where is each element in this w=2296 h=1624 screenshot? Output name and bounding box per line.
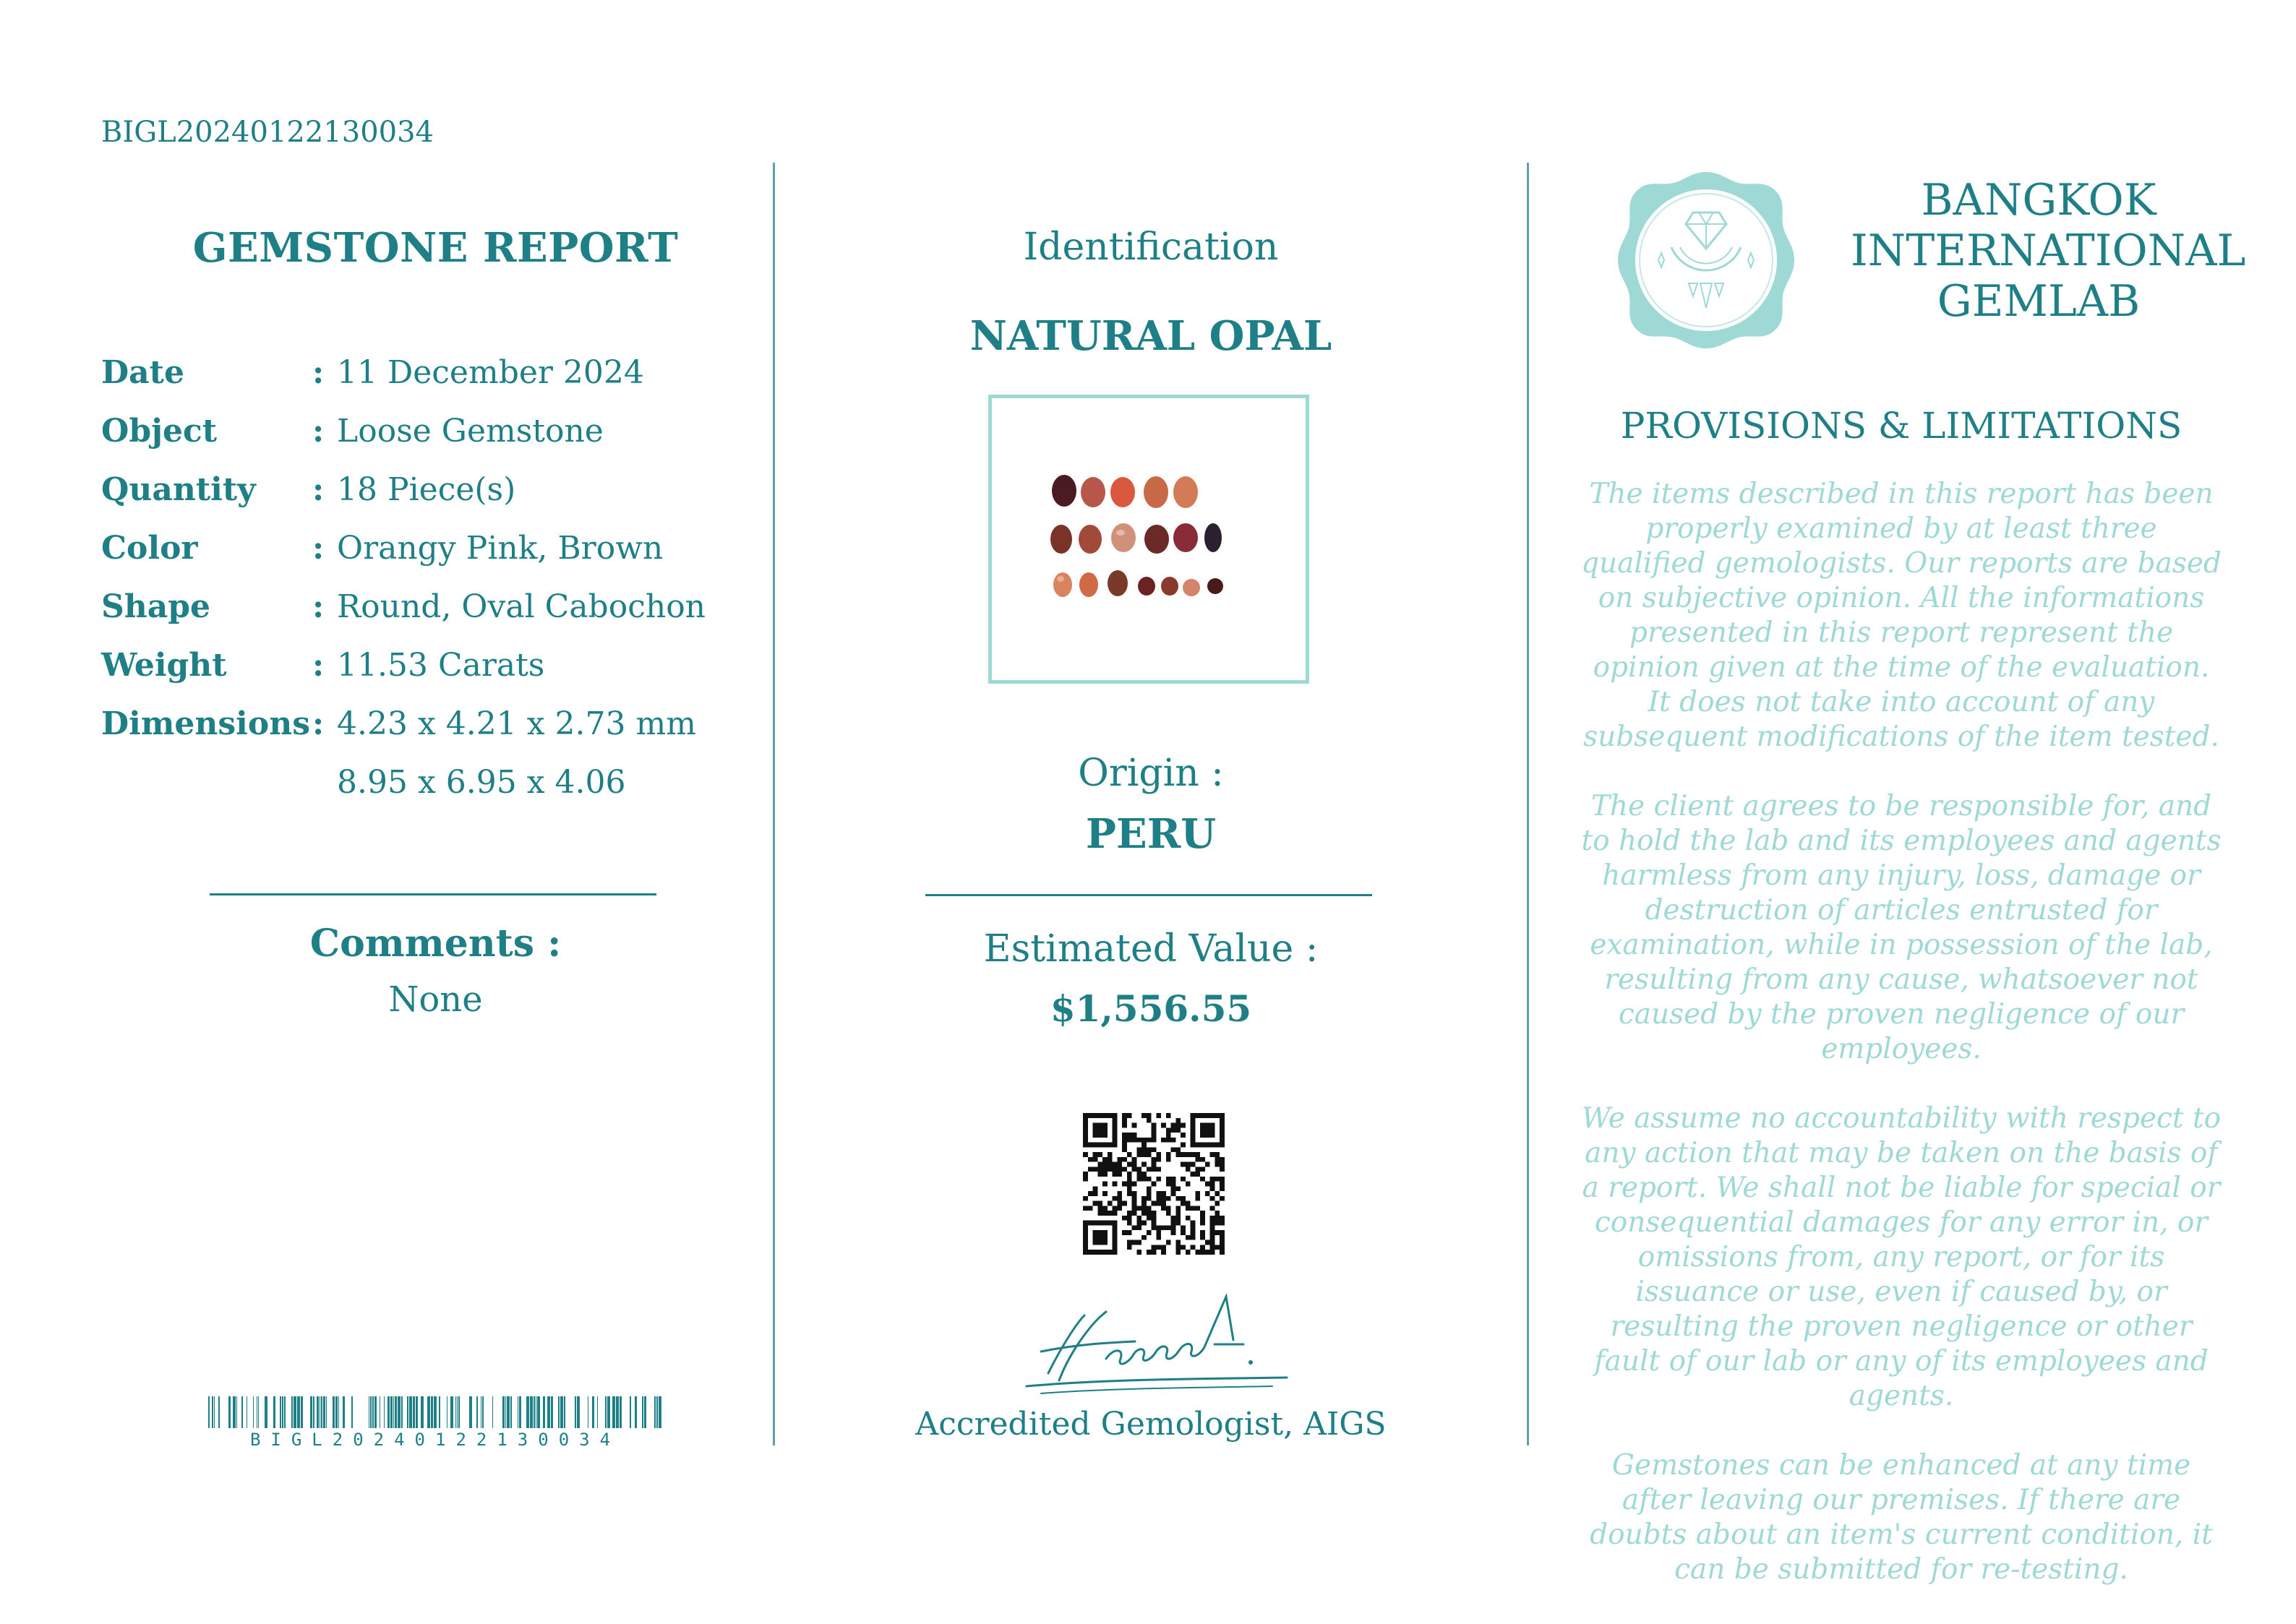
lab-name-line: INTERNATIONAL: [1851, 225, 2246, 276]
qr-code-icon: [1083, 1113, 1225, 1255]
report-fields: [101, 343, 752, 812]
seal-logo-icon: [1614, 168, 1799, 353]
field-label: Dimensions: [101, 705, 311, 742]
provision-paragraph: We assume no accountability with respect to any action that may be taken on the basis of a report. We shall not be liable for special or consequential damages for any error in, or omissions from, any report, or for its issuance or use, even if caused by, or resulting the proven negligence or other fault of our lab or any of its employees and agents.: [1581, 1102, 2222, 1412]
provisions-text: [1580, 477, 2223, 1622]
gemologist-title: Accredited Gemologist, AIGS: [915, 1406, 1387, 1443]
gemstone-photo: [988, 395, 1309, 684]
provision-paragraph: The client agrees to be responsible for, and to hold the lab and its employees and agents harmless from any injury, loss, damage or destruction of articles entrusted for examination, while in possession of the lab, resulting from any cause, whatsoever not caused by the proven negligence of our employees.: [1581, 790, 2222, 1065]
field-label: Quantity: [101, 471, 256, 508]
column-divider-right: [1527, 163, 1529, 1445]
provision-paragraph: The items described in this report has been properly examined by at least three qualified gemologists. Our reports are based on subjective opinion. All the informations presented in this report represent the opinion given at the time of the evaluation. It does not take into account of any subsequent modifications of the item tested.: [1581, 478, 2222, 753]
barcode-icon: [208, 1396, 662, 1428]
origin-value: PERU: [1085, 810, 1217, 858]
origin-label: Origin :: [1078, 752, 1224, 795]
field-value: 11.53 Carats: [337, 647, 545, 684]
identification-label: Identification: [1023, 225, 1279, 269]
field-value: Orangy Pink, Brown: [337, 530, 664, 567]
report-title: GEMSTONE REPORT: [192, 224, 679, 272]
provision-paragraph: Gemstones can be enhanced at any time after leaving our premises. If there are doubts about an item's current condition, it can be submitted for re-testing.: [1590, 1449, 2213, 1586]
field-value: 11 December 2024: [337, 354, 644, 391]
divider: [210, 893, 656, 895]
comments-value: None: [388, 979, 483, 1020]
lab-name-line: GEMLAB: [1937, 276, 2141, 327]
field-label: Color: [101, 530, 198, 567]
field-row-quantity: [101, 460, 752, 519]
gemstones-image: [992, 398, 1306, 680]
identification-value: NATURAL OPAL: [969, 312, 1332, 360]
field-value: Loose Gemstone: [337, 413, 604, 450]
field-label: Object: [101, 413, 218, 450]
provisions-title: PROVISIONS & LIMITATIONS: [1620, 405, 2183, 447]
field-colon: :: [312, 647, 325, 684]
field-row-date: [101, 343, 752, 402]
field-value: 18 Piece(s): [337, 471, 516, 508]
field-colon: :: [312, 588, 325, 625]
estimated-value: $1,556.55: [1050, 987, 1252, 1030]
divider: [925, 894, 1372, 896]
report-id: BIGL20240122130034: [101, 116, 434, 149]
field-row-shape: [101, 577, 752, 636]
field-value: 4.23 x 4.21 x 2.73 mm: [337, 705, 696, 742]
field-label: Shape: [101, 588, 211, 625]
field-colon: :: [312, 471, 325, 508]
lab-name-line: BANGKOK: [1921, 175, 2156, 225]
comments-label: Comments :: [309, 921, 562, 966]
field-colon: :: [312, 705, 325, 742]
field-row-object: [101, 402, 752, 460]
signature-icon: [998, 1294, 1301, 1402]
field-value: Round, Oval Cabochon: [337, 588, 706, 625]
field-colon: :: [312, 354, 325, 391]
field-colon: :: [312, 413, 325, 450]
field-row-dimensions: [101, 695, 752, 753]
lab-name: [1851, 175, 2246, 327]
field-label: Weight: [101, 647, 227, 684]
estimated-value-label: Estimated Value :: [983, 927, 1319, 971]
field-value: 8.95 x 6.95 x 4.06: [337, 764, 626, 801]
field-colon: :: [312, 530, 325, 567]
field-row-dimensions-2: [101, 753, 752, 812]
field-row-weight: [101, 636, 752, 695]
barcode-text: BIGL20240122130034: [249, 1430, 621, 1450]
field-label: Date: [101, 354, 184, 391]
field-row-color: [101, 519, 752, 577]
